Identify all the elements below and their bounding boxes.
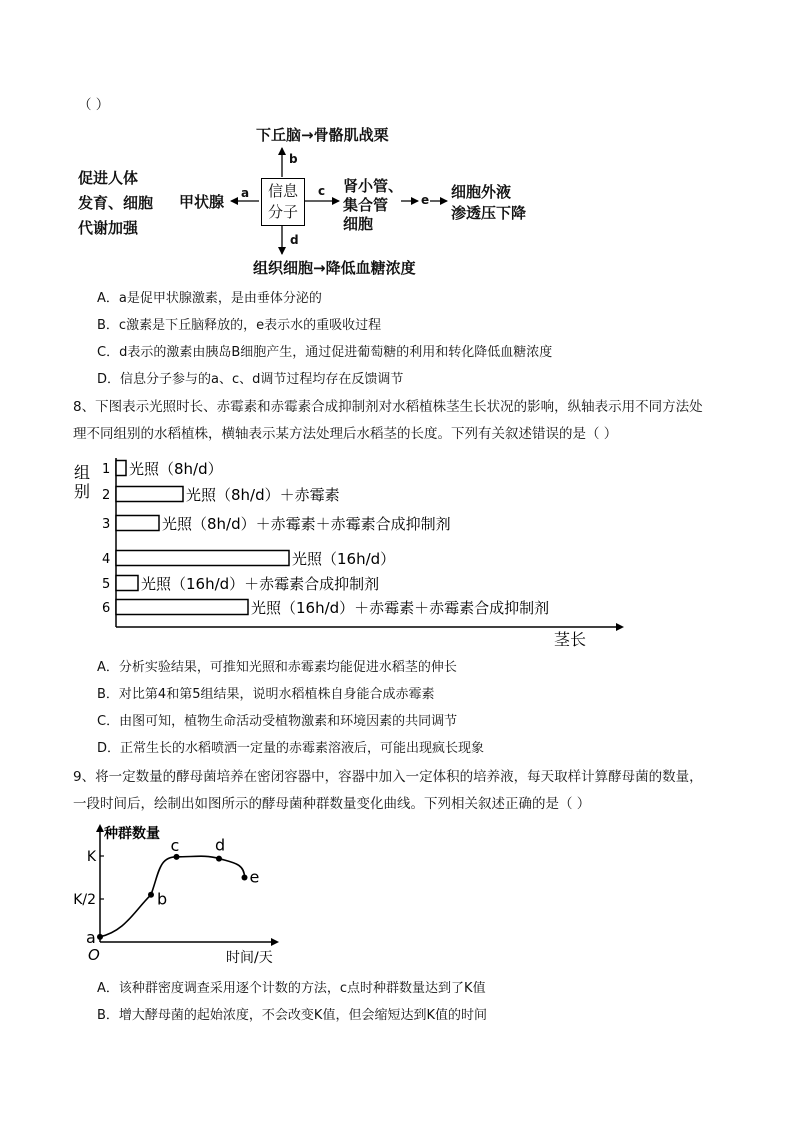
x-axis-arrow xyxy=(271,938,279,946)
q8-option-a: A．分析实验结果，可推知光照和赤霉素均能促进水稻茎的伸长 xyxy=(97,660,457,675)
bar-label-3: 光照（8h/d）＋赤霉素＋赤霉素合成抑制剂 xyxy=(162,515,451,533)
label-c: c xyxy=(318,184,326,198)
bar-group-2 xyxy=(116,487,183,502)
point-d xyxy=(216,856,222,862)
q7-option-b: B．c激素是下丘脑释放的，e表示水的重吸收过程 xyxy=(97,318,382,333)
x-axis-arrow xyxy=(616,623,624,631)
ylabel-char1: 组 xyxy=(74,463,91,482)
right-target-line2: 集合管 xyxy=(343,196,389,214)
q8-option-b: B．对比第4和第5组结果，说明水稻植株自身能合成赤霉素 xyxy=(97,687,435,702)
bar-label-2: 光照（8h/d）＋赤霉素 xyxy=(186,486,340,504)
right-effect-line2: 渗透压下降 xyxy=(451,204,527,222)
q9-option-b: B．增大酵母菌的起始浓度，不会改变K值，但会缩短达到K值的时间 xyxy=(97,1008,487,1023)
y-axis-arrow xyxy=(96,824,104,832)
q7-option-a: A．a是促甲状腺激素，是由垂体分泌的 xyxy=(97,291,322,306)
point-e xyxy=(242,875,248,881)
label-a: a xyxy=(241,186,250,200)
category-label-5: 5 xyxy=(102,577,111,592)
q8-stem-line2: 理不同组别的水稻植株，横轴表示某方法处理后水稻茎的长度。下列有关叙述错误的是（ ） xyxy=(73,426,618,442)
bar-group-3 xyxy=(116,516,159,531)
category-label-6: 6 xyxy=(102,601,111,616)
growth-curve xyxy=(100,856,245,937)
q9-line-chart xyxy=(68,822,288,972)
right-effect-line1: 细胞外液 xyxy=(451,183,512,201)
bar-group-4 xyxy=(116,551,289,566)
center-line1: 信息 xyxy=(267,182,298,200)
q7-option-c: C．d表示的激素由胰岛B细胞产生，通过促进葡萄糖的利用和转化降低血糖浓度 xyxy=(97,345,553,360)
left-effect-line1: 促进人体 xyxy=(78,169,139,187)
x-axis-label: 茎长 xyxy=(554,630,587,649)
bar-group xyxy=(102,460,549,617)
q7-option-d: D．信息分子参与的a、c、d调节过程均存在反馈调节 xyxy=(97,372,404,387)
q8-option-d: D．正常生长的水稻喷洒一定量的赤霉素溶液后，可能出现疯长现象 xyxy=(97,741,485,756)
left-effect-line3: 代谢加强 xyxy=(78,219,139,237)
bar-label-5: 光照（16h/d）＋赤霉素合成抑制剂 xyxy=(141,575,380,593)
point-b xyxy=(148,892,154,898)
diagram-top-text: 下丘脑→骨骼肌战栗 xyxy=(256,126,389,144)
bar-label-6: 光照（16h/d）＋赤霉素＋赤霉素合成抑制剂 xyxy=(251,599,550,617)
bar-label-4: 光照（16h/d） xyxy=(292,550,396,568)
ylabel-char2: 别 xyxy=(74,482,91,501)
right-target-line1: 肾小管、 xyxy=(343,177,404,195)
point-label-e: e xyxy=(249,867,260,887)
point-label-a: a xyxy=(86,927,96,947)
origin-label: O xyxy=(88,946,100,964)
q9-option-a: A．该种群密度调查采用逐个计数的方法，c点时种群数量达到了K值 xyxy=(97,981,486,996)
y-axis-label: 种群数量 xyxy=(104,826,160,842)
bar-group-1 xyxy=(116,461,126,476)
ytick-label-1: K/2 xyxy=(73,892,96,908)
category-label-2: 2 xyxy=(102,488,111,503)
point-label-b: b xyxy=(157,889,168,909)
bar-group-6 xyxy=(116,600,248,615)
left-target: 甲状腺 xyxy=(179,193,225,211)
curve-layer xyxy=(73,825,273,966)
diagram-arrows xyxy=(0,0,794,300)
ytick-label-0: K xyxy=(86,849,96,865)
label-e: e xyxy=(421,193,430,207)
q8-option-c: C．由图可知，植物生命活动受植物激素和环境因素的共同调节 xyxy=(97,714,458,729)
bar-label-1: 光照（8h/d） xyxy=(129,460,223,478)
q8-bar-chart xyxy=(68,452,628,652)
q7-answer-paren: （ ） xyxy=(78,97,110,113)
x-axis-label: 时间/天 xyxy=(226,950,273,966)
point-label-d: d xyxy=(215,835,226,855)
category-label-3: 3 xyxy=(102,517,111,532)
q8-stem-line1: 8、下图表示光照时长、赤霉素和赤霉素合成抑制剂对水稻植株茎生长状况的影响，纵轴表示用不同方法处 xyxy=(73,399,703,415)
center-line2: 分子 xyxy=(267,203,298,221)
category-label-1: 1 xyxy=(102,462,111,477)
bar-group-5 xyxy=(116,576,138,591)
label-b: b xyxy=(289,152,298,166)
diagram-bottom-text: 组织细胞→降低血糖浓度 xyxy=(253,259,416,277)
point-label-c: c xyxy=(170,835,180,855)
right-target-line3: 细胞 xyxy=(343,215,374,233)
q9-stem-line2: 一段时间后，绘制出如图所示的酵母菌种群数量变化曲线。下列相关叙述正确的是（ ） xyxy=(73,796,591,812)
left-effect-line2: 发育、细胞 xyxy=(78,194,154,212)
label-d: d xyxy=(290,233,299,247)
category-label-4: 4 xyxy=(102,552,111,567)
q9-stem-line1: 9、将一定数量的酵母菌培养在密闭容器中，容器中加入一定体积的培养液，每天取样计算酵母菌的数量， xyxy=(73,769,703,785)
point-a xyxy=(97,934,103,940)
